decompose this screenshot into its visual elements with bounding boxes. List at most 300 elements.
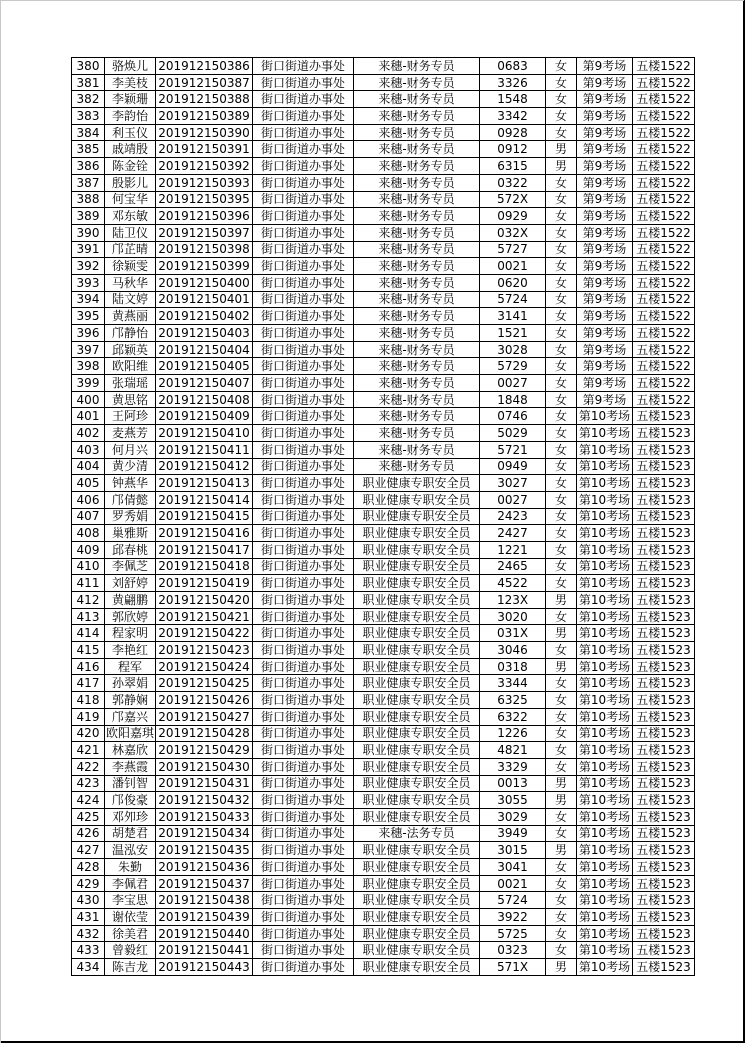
ticket-number-cell: 201912150417	[156, 541, 253, 558]
table-row	[72, 274, 695, 291]
table-row	[72, 425, 695, 442]
exam-room-cell: 第10考场	[577, 959, 633, 976]
ticket-number-cell: 201912150389	[156, 108, 253, 125]
ticket-number-cell: 201912150405	[156, 358, 253, 375]
candidate-name-cell: 罗秀娟	[105, 508, 156, 525]
unit-cell: 街口街道办事处	[253, 658, 354, 675]
id-suffix-cell: 5727	[480, 241, 546, 258]
table-row	[72, 942, 695, 959]
table-row	[72, 341, 695, 358]
table-row	[72, 925, 695, 942]
table-row	[72, 842, 695, 859]
gender-cell: 男	[546, 775, 577, 792]
floor-room-cell: 五楼1522	[633, 124, 695, 141]
position-cell: 来穗-财务专员	[354, 325, 480, 342]
exam-room-cell: 第9考场	[577, 74, 633, 91]
ticket-number-cell: 201912150411	[156, 441, 253, 458]
candidate-name-cell: 程军	[105, 658, 156, 675]
exam-room-cell: 第9考场	[577, 241, 633, 258]
exam-room-cell: 第9考场	[577, 158, 633, 175]
floor-room-cell: 五楼1523	[633, 608, 695, 625]
seq-number-cell: 394	[72, 291, 105, 308]
candidate-name-cell: 邓东敏	[105, 208, 156, 225]
candidate-name-cell: 温泓安	[105, 842, 156, 859]
position-cell: 来穗-财务专员	[354, 274, 480, 291]
unit-cell: 街口街道办事处	[253, 375, 354, 392]
candidate-name-cell: 邓夘珍	[105, 808, 156, 825]
id-suffix-cell: 3028	[480, 341, 546, 358]
position-cell: 职业健康专职安全员	[354, 675, 480, 692]
unit-cell: 街口街道办事处	[253, 708, 354, 725]
exam-room-cell: 第9考场	[577, 358, 633, 375]
seq-number-cell: 381	[72, 74, 105, 91]
exam-room-cell: 第9考场	[577, 291, 633, 308]
gender-cell: 女	[546, 191, 577, 208]
floor-room-cell: 五楼1522	[633, 58, 695, 75]
position-cell: 职业健康专职安全员	[354, 792, 480, 809]
gender-cell: 男	[546, 959, 577, 976]
floor-room-cell: 五楼1522	[633, 174, 695, 191]
id-suffix-cell: 123X	[480, 592, 546, 609]
candidate-name-cell: 刘舒婷	[105, 575, 156, 592]
exam-room-cell: 第10考场	[577, 942, 633, 959]
exam-room-cell: 第9考场	[577, 208, 633, 225]
exam-seating-table	[71, 57, 695, 976]
floor-room-cell: 五楼1523	[633, 491, 695, 508]
floor-room-cell: 五楼1523	[633, 875, 695, 892]
position-cell: 来穗-财务专员	[354, 124, 480, 141]
unit-cell: 街口街道办事处	[253, 642, 354, 659]
gender-cell: 女	[546, 224, 577, 241]
candidate-name-cell: 王阿珍	[105, 408, 156, 425]
ticket-number-cell: 201912150386	[156, 58, 253, 75]
floor-room-cell: 五楼1522	[633, 74, 695, 91]
floor-room-cell: 五楼1522	[633, 325, 695, 342]
candidate-name-cell: 何月兴	[105, 441, 156, 458]
unit-cell: 街口街道办事处	[253, 925, 354, 942]
floor-room-cell: 五楼1523	[633, 541, 695, 558]
id-suffix-cell: 3041	[480, 859, 546, 876]
unit-cell: 街口街道办事处	[253, 308, 354, 325]
seq-number-cell: 383	[72, 108, 105, 125]
candidate-name-cell: 李宝思	[105, 892, 156, 909]
ticket-number-cell: 201912150433	[156, 808, 253, 825]
table-row	[72, 825, 695, 842]
floor-room-cell: 五楼1522	[633, 141, 695, 158]
floor-room-cell: 五楼1522	[633, 191, 695, 208]
id-suffix-cell: 0021	[480, 258, 546, 275]
candidate-name-cell: 陈金铨	[105, 158, 156, 175]
gender-cell: 女	[546, 608, 577, 625]
candidate-name-cell: 徐颖雯	[105, 258, 156, 275]
seq-number-cell: 413	[72, 608, 105, 625]
candidate-name-cell: 邝芷晴	[105, 241, 156, 258]
floor-room-cell: 五楼1523	[633, 625, 695, 642]
seq-number-cell: 389	[72, 208, 105, 225]
floor-room-cell: 五楼1522	[633, 308, 695, 325]
exam-room-cell: 第10考场	[577, 875, 633, 892]
exam-room-cell: 第10考场	[577, 441, 633, 458]
ticket-number-cell: 201912150418	[156, 558, 253, 575]
candidate-name-cell: 李佩君	[105, 875, 156, 892]
exam-room-cell: 第10考场	[577, 859, 633, 876]
gender-cell: 女	[546, 208, 577, 225]
seq-number-cell: 385	[72, 141, 105, 158]
ticket-number-cell: 201912150437	[156, 875, 253, 892]
exam-room-cell: 第9考场	[577, 274, 633, 291]
gender-cell: 女	[546, 58, 577, 75]
floor-room-cell: 五楼1523	[633, 775, 695, 792]
position-cell: 职业健康专职安全员	[354, 592, 480, 609]
unit-cell: 街口街道办事处	[253, 575, 354, 592]
unit-cell: 街口街道办事处	[253, 208, 354, 225]
table-row	[72, 358, 695, 375]
exam-room-cell: 第10考场	[577, 491, 633, 508]
table-row	[72, 158, 695, 175]
floor-room-cell: 五楼1523	[633, 708, 695, 725]
unit-cell: 街口街道办事处	[253, 475, 354, 492]
table-row	[72, 558, 695, 575]
seq-number-cell: 432	[72, 925, 105, 942]
id-suffix-cell: 3055	[480, 792, 546, 809]
ticket-number-cell: 201912150430	[156, 758, 253, 775]
ticket-number-cell: 201912150391	[156, 141, 253, 158]
id-suffix-cell: 3922	[480, 909, 546, 926]
seq-number-cell: 411	[72, 575, 105, 592]
floor-room-cell: 五楼1523	[633, 925, 695, 942]
candidate-name-cell: 邱颖英	[105, 341, 156, 358]
unit-cell: 街口街道办事处	[253, 241, 354, 258]
id-suffix-cell: 0620	[480, 274, 546, 291]
table-row	[72, 141, 695, 158]
gender-cell: 女	[546, 241, 577, 258]
seq-number-cell: 420	[72, 725, 105, 742]
position-cell: 职业健康专职安全员	[354, 892, 480, 909]
unit-cell: 街口街道办事处	[253, 74, 354, 91]
unit-cell: 街口街道办事处	[253, 274, 354, 291]
exam-room-cell: 第9考场	[577, 174, 633, 191]
id-suffix-cell: 3329	[480, 758, 546, 775]
table-row	[72, 675, 695, 692]
seq-number-cell: 425	[72, 808, 105, 825]
candidate-name-cell: 陆卫仪	[105, 224, 156, 241]
floor-room-cell: 五楼1523	[633, 592, 695, 609]
position-cell: 来穗-财务专员	[354, 291, 480, 308]
unit-cell: 街口街道办事处	[253, 391, 354, 408]
position-cell: 来穗-财务专员	[354, 425, 480, 442]
seq-number-cell: 388	[72, 191, 105, 208]
ticket-number-cell: 201912150404	[156, 341, 253, 358]
exam-room-cell: 第10考场	[577, 892, 633, 909]
floor-room-cell: 五楼1523	[633, 408, 695, 425]
floor-room-cell: 五楼1523	[633, 458, 695, 475]
position-cell: 来穗-财务专员	[354, 241, 480, 258]
candidate-name-cell: 李艳红	[105, 642, 156, 659]
ticket-number-cell: 201912150439	[156, 909, 253, 926]
floor-room-cell: 五楼1523	[633, 909, 695, 926]
exam-room-cell: 第10考场	[577, 842, 633, 859]
candidate-name-cell: 谢依莹	[105, 909, 156, 926]
gender-cell: 男	[546, 141, 577, 158]
exam-room-cell: 第10考场	[577, 675, 633, 692]
seq-number-cell: 407	[72, 508, 105, 525]
candidate-name-cell: 麦燕芳	[105, 425, 156, 442]
table-row	[72, 642, 695, 659]
ticket-number-cell: 201912150421	[156, 608, 253, 625]
unit-cell: 街口街道办事处	[253, 775, 354, 792]
seq-number-cell: 398	[72, 358, 105, 375]
position-cell: 来穗-财务专员	[354, 458, 480, 475]
table-row	[72, 258, 695, 275]
unit-cell: 街口街道办事处	[253, 792, 354, 809]
table-row	[72, 775, 695, 792]
candidate-name-cell: 邝俊豪	[105, 792, 156, 809]
id-suffix-cell: 6322	[480, 708, 546, 725]
floor-room-cell: 五楼1522	[633, 375, 695, 392]
seq-number-cell: 380	[72, 58, 105, 75]
ticket-number-cell: 201912150414	[156, 491, 253, 508]
floor-room-cell: 五楼1522	[633, 291, 695, 308]
gender-cell: 女	[546, 909, 577, 926]
position-cell: 来穗-财务专员	[354, 358, 480, 375]
ticket-number-cell: 201912150387	[156, 74, 253, 91]
exam-room-cell: 第10考场	[577, 775, 633, 792]
exam-room-cell: 第10考场	[577, 825, 633, 842]
exam-room-cell: 第10考场	[577, 408, 633, 425]
exam-room-cell: 第10考场	[577, 792, 633, 809]
unit-cell: 街口街道办事处	[253, 592, 354, 609]
gender-cell: 男	[546, 625, 577, 642]
floor-room-cell: 五楼1522	[633, 241, 695, 258]
table-row	[72, 91, 695, 108]
position-cell: 来穗-财务专员	[354, 191, 480, 208]
gender-cell: 女	[546, 458, 577, 475]
candidate-name-cell: 李颖珊	[105, 91, 156, 108]
table-row	[72, 325, 695, 342]
position-cell: 来穗-财务专员	[354, 408, 480, 425]
candidate-name-cell: 胡楚君	[105, 825, 156, 842]
unit-cell: 街口街道办事处	[253, 441, 354, 458]
gender-cell: 女	[546, 742, 577, 759]
candidate-name-cell: 郭静娴	[105, 692, 156, 709]
seq-number-cell: 399	[72, 375, 105, 392]
id-suffix-cell: 0013	[480, 775, 546, 792]
gender-cell: 女	[546, 274, 577, 291]
seq-number-cell: 433	[72, 942, 105, 959]
exam-room-cell: 第10考场	[577, 541, 633, 558]
ticket-number-cell: 201912150415	[156, 508, 253, 525]
seq-number-cell: 418	[72, 692, 105, 709]
unit-cell: 街口街道办事处	[253, 541, 354, 558]
exam-room-cell: 第10考场	[577, 708, 633, 725]
candidate-name-cell: 黄翩鹏	[105, 592, 156, 609]
id-suffix-cell: 0027	[480, 491, 546, 508]
gender-cell: 女	[546, 558, 577, 575]
ticket-number-cell: 201912150400	[156, 274, 253, 291]
gender-cell: 男	[546, 658, 577, 675]
floor-room-cell: 五楼1523	[633, 859, 695, 876]
floor-room-cell: 五楼1523	[633, 475, 695, 492]
gender-cell: 女	[546, 291, 577, 308]
id-suffix-cell: 5725	[480, 925, 546, 942]
exam-room-cell: 第9考场	[577, 258, 633, 275]
unit-cell: 街口街道办事处	[253, 525, 354, 542]
seq-number-cell: 392	[72, 258, 105, 275]
seq-number-cell: 393	[72, 274, 105, 291]
table-row	[72, 58, 695, 75]
ticket-number-cell: 201912150396	[156, 208, 253, 225]
floor-room-cell: 五楼1522	[633, 391, 695, 408]
floor-room-cell: 五楼1523	[633, 808, 695, 825]
candidate-name-cell: 欧阳维	[105, 358, 156, 375]
exam-room-cell: 第10考场	[577, 925, 633, 942]
gender-cell: 女	[546, 925, 577, 942]
table-row	[72, 475, 695, 492]
id-suffix-cell: 0322	[480, 174, 546, 191]
seq-number-cell: 384	[72, 124, 105, 141]
candidate-name-cell: 郭欣婷	[105, 608, 156, 625]
candidate-name-cell: 李美枝	[105, 74, 156, 91]
id-suffix-cell: 032X	[480, 224, 546, 241]
candidate-name-cell: 马秋华	[105, 274, 156, 291]
position-cell: 职业健康专职安全员	[354, 608, 480, 625]
gender-cell: 女	[546, 408, 577, 425]
seq-number-cell: 400	[72, 391, 105, 408]
seq-number-cell: 387	[72, 174, 105, 191]
gender-cell: 女	[546, 541, 577, 558]
ticket-number-cell: 201912150420	[156, 592, 253, 609]
seq-number-cell: 426	[72, 825, 105, 842]
id-suffix-cell: 3326	[480, 74, 546, 91]
floor-room-cell: 五楼1523	[633, 558, 695, 575]
candidate-name-cell: 殷影儿	[105, 174, 156, 191]
id-suffix-cell: 2427	[480, 525, 546, 542]
seq-number-cell: 422	[72, 758, 105, 775]
unit-cell: 街口街道办事处	[253, 508, 354, 525]
unit-cell: 街口街道办事处	[253, 124, 354, 141]
table-row	[72, 124, 695, 141]
candidate-name-cell: 黄少清	[105, 458, 156, 475]
ticket-number-cell: 201912150408	[156, 391, 253, 408]
id-suffix-cell: 3342	[480, 108, 546, 125]
exam-room-cell: 第10考场	[577, 425, 633, 442]
unit-cell: 街口街道办事处	[253, 875, 354, 892]
seq-number-cell: 412	[72, 592, 105, 609]
id-suffix-cell: 0021	[480, 875, 546, 892]
floor-room-cell: 五楼1522	[633, 108, 695, 125]
ticket-number-cell: 201912150436	[156, 859, 253, 876]
id-suffix-cell: 4522	[480, 575, 546, 592]
id-suffix-cell: 1548	[480, 91, 546, 108]
gender-cell: 女	[546, 859, 577, 876]
position-cell: 来穗-财务专员	[354, 108, 480, 125]
gender-cell: 女	[546, 508, 577, 525]
id-suffix-cell: 5724	[480, 892, 546, 909]
id-suffix-cell: 3344	[480, 675, 546, 692]
unit-cell: 街口街道办事处	[253, 842, 354, 859]
gender-cell: 女	[546, 375, 577, 392]
table-row	[72, 74, 695, 91]
ticket-number-cell: 201912150429	[156, 742, 253, 759]
position-cell: 来穗-财务专员	[354, 308, 480, 325]
position-cell: 来穗-财务专员	[354, 141, 480, 158]
candidate-name-cell: 孙翠娟	[105, 675, 156, 692]
seq-number-cell: 423	[72, 775, 105, 792]
id-suffix-cell: 5729	[480, 358, 546, 375]
table-row	[72, 909, 695, 926]
table-row	[72, 608, 695, 625]
unit-cell: 街口街道办事处	[253, 291, 354, 308]
floor-room-cell: 五楼1523	[633, 642, 695, 659]
seq-number-cell: 408	[72, 525, 105, 542]
unit-cell: 街口街道办事处	[253, 808, 354, 825]
floor-room-cell: 五楼1523	[633, 441, 695, 458]
floor-room-cell: 五楼1523	[633, 425, 695, 442]
exam-room-cell: 第10考场	[577, 625, 633, 642]
position-cell: 职业健康专职安全员	[354, 859, 480, 876]
seq-number-cell: 397	[72, 341, 105, 358]
exam-room-cell: 第10考场	[577, 508, 633, 525]
candidate-name-cell: 张瑞瑶	[105, 375, 156, 392]
candidate-name-cell: 戚靖殷	[105, 141, 156, 158]
table-row	[72, 174, 695, 191]
seq-number-cell: 382	[72, 91, 105, 108]
seq-number-cell: 396	[72, 325, 105, 342]
unit-cell: 街口街道办事处	[253, 742, 354, 759]
ticket-number-cell: 201912150397	[156, 224, 253, 241]
id-suffix-cell: 1226	[480, 725, 546, 742]
unit-cell: 街口街道办事处	[253, 491, 354, 508]
id-suffix-cell: 572X	[480, 191, 546, 208]
ticket-number-cell: 201912150413	[156, 475, 253, 492]
seq-number-cell: 434	[72, 959, 105, 976]
unit-cell: 街口街道办事处	[253, 258, 354, 275]
table-row	[72, 291, 695, 308]
seq-number-cell: 404	[72, 458, 105, 475]
ticket-number-cell: 201912150422	[156, 625, 253, 642]
id-suffix-cell: 2465	[480, 558, 546, 575]
id-suffix-cell: 3029	[480, 808, 546, 825]
candidate-name-cell: 潘钊智	[105, 775, 156, 792]
floor-room-cell: 五楼1522	[633, 91, 695, 108]
table-row	[72, 224, 695, 241]
gender-cell: 女	[546, 708, 577, 725]
exam-room-cell: 第10考场	[577, 475, 633, 492]
candidate-name-cell: 林嘉欣	[105, 742, 156, 759]
candidate-name-cell: 邝嘉兴	[105, 708, 156, 725]
table-row	[72, 692, 695, 709]
table-row	[72, 808, 695, 825]
id-suffix-cell: 4821	[480, 742, 546, 759]
ticket-number-cell: 201912150424	[156, 658, 253, 675]
position-cell: 职业健康专职安全员	[354, 775, 480, 792]
id-suffix-cell: 0928	[480, 124, 546, 141]
table-row	[72, 708, 695, 725]
gender-cell: 女	[546, 108, 577, 125]
seq-number-cell: 431	[72, 909, 105, 926]
floor-room-cell: 五楼1522	[633, 341, 695, 358]
position-cell: 来穗-财务专员	[354, 391, 480, 408]
position-cell: 职业健康专职安全员	[354, 909, 480, 926]
position-cell: 来穗-财务专员	[354, 74, 480, 91]
candidate-name-cell: 李佩芝	[105, 558, 156, 575]
table-row	[72, 458, 695, 475]
unit-cell: 街口街道办事处	[253, 141, 354, 158]
exam-room-cell: 第10考场	[577, 642, 633, 659]
ticket-number-cell: 201912150401	[156, 291, 253, 308]
table-row	[72, 441, 695, 458]
gender-cell: 女	[546, 725, 577, 742]
